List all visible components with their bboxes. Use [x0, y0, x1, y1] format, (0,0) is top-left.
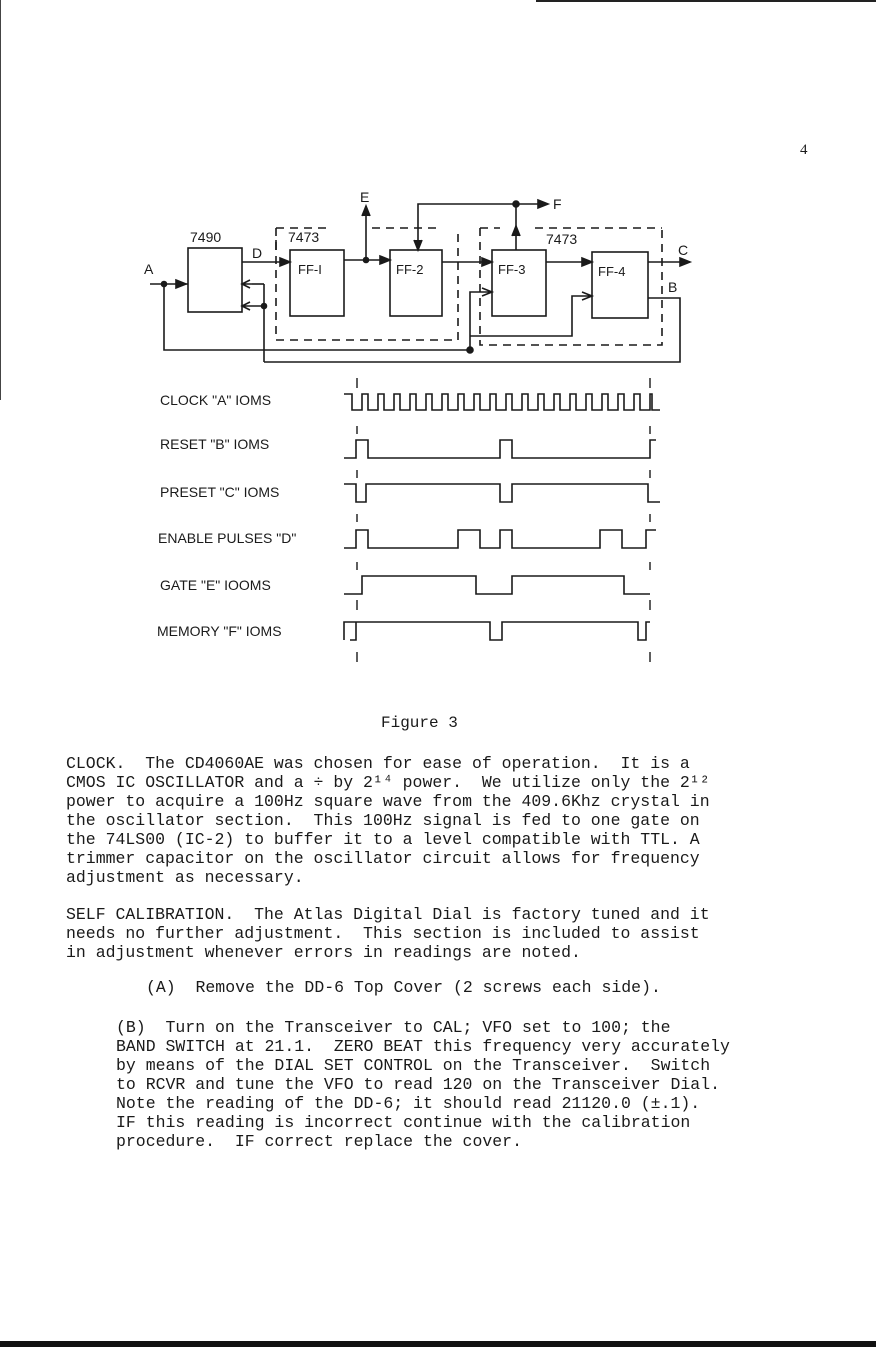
bottom-rule — [0, 1341, 876, 1347]
ff2-box — [390, 250, 442, 316]
timing-label-gate: GATE "E" IOOMS — [160, 577, 271, 593]
group-1-label: 7473 — [288, 229, 320, 245]
ff4-box — [592, 252, 648, 318]
timing-label-reset: RESET "B" IOMS — [160, 436, 270, 452]
waveform-memory — [344, 622, 650, 640]
block-diagram — [144, 189, 690, 362]
group-2-label: 7473 — [546, 231, 578, 247]
node-b-label: B — [668, 279, 678, 295]
waveform-clock — [344, 394, 660, 410]
step-a: (A) Remove the DD-6 Top Cover (2 screws each side). — [146, 978, 661, 997]
paragraph-clock: CLOCK. The CD4060AE was chosen for ease of operation. It is a CMOS IC OSCILLATOR and a ÷ by 2¹⁴ power. We utilize only the 2¹² power to acquire a 100Hz square wave from the 409.6Khz crystal in the oscillator section. This 100Hz signal is fed to one gate on the 74LS00 (IC-2) to buffer it to a level compatible with TTL. A trimmer capacitor on the oscillator circuit allows for frequency adjustment as necessary. — [66, 754, 710, 887]
counter-7490-box — [188, 248, 242, 312]
waveform-enable — [344, 530, 656, 548]
ff1-label: FF-I — [298, 262, 322, 277]
node-c-label: C — [678, 242, 689, 258]
node-e-label: E — [360, 189, 370, 205]
ff3-box — [492, 250, 546, 316]
timing-diagram — [157, 378, 660, 662]
waveform-reset — [344, 440, 656, 458]
timing-label-preset: PRESET "C" IOMS — [160, 484, 280, 500]
ff2-label: FF-2 — [396, 262, 424, 277]
counter-label: 7490 — [190, 229, 222, 245]
figure-caption: Figure 3 — [381, 714, 458, 732]
step-b: (B) Turn on the Transceiver to CAL; VFO set to 100; the BAND SWITCH at 21.1. ZERO BEAT this frequency very accurately by means of the DIAL SET CONTROL on the Transceiver. Switch to RCVR and tune the VFO to read 120 on the Transceiver Dial. Note the reading of the DD-6; it should read 21120.0 (±.1). IF this reading is incorrect continue with the calibration procedure. IF correct replace the cover. — [116, 1018, 730, 1151]
ff3-label: FF-3 — [498, 262, 526, 277]
page-number: 4 — [800, 142, 808, 158]
ff4-label: FF-4 — [598, 264, 626, 279]
timing-label-enable: ENABLE PULSES "D" — [158, 530, 297, 546]
ff1-box — [290, 250, 344, 316]
timing-label-clock: CLOCK "A" IOMS — [160, 392, 272, 408]
node-a-label: A — [144, 261, 154, 277]
waveform-gate — [344, 576, 650, 594]
timing-label-memory: MEMORY "F" IOMS — [157, 623, 282, 639]
node-d-label: D — [252, 245, 263, 261]
node-f-label: F — [553, 196, 562, 212]
waveform-preset — [344, 484, 660, 502]
paragraph-self-calibration: SELF CALIBRATION. The Atlas Digital Dial is factory tuned and it needs no further adjustment. This section is included to assist in adjustment whenever errors in readings are noted. — [66, 905, 710, 962]
